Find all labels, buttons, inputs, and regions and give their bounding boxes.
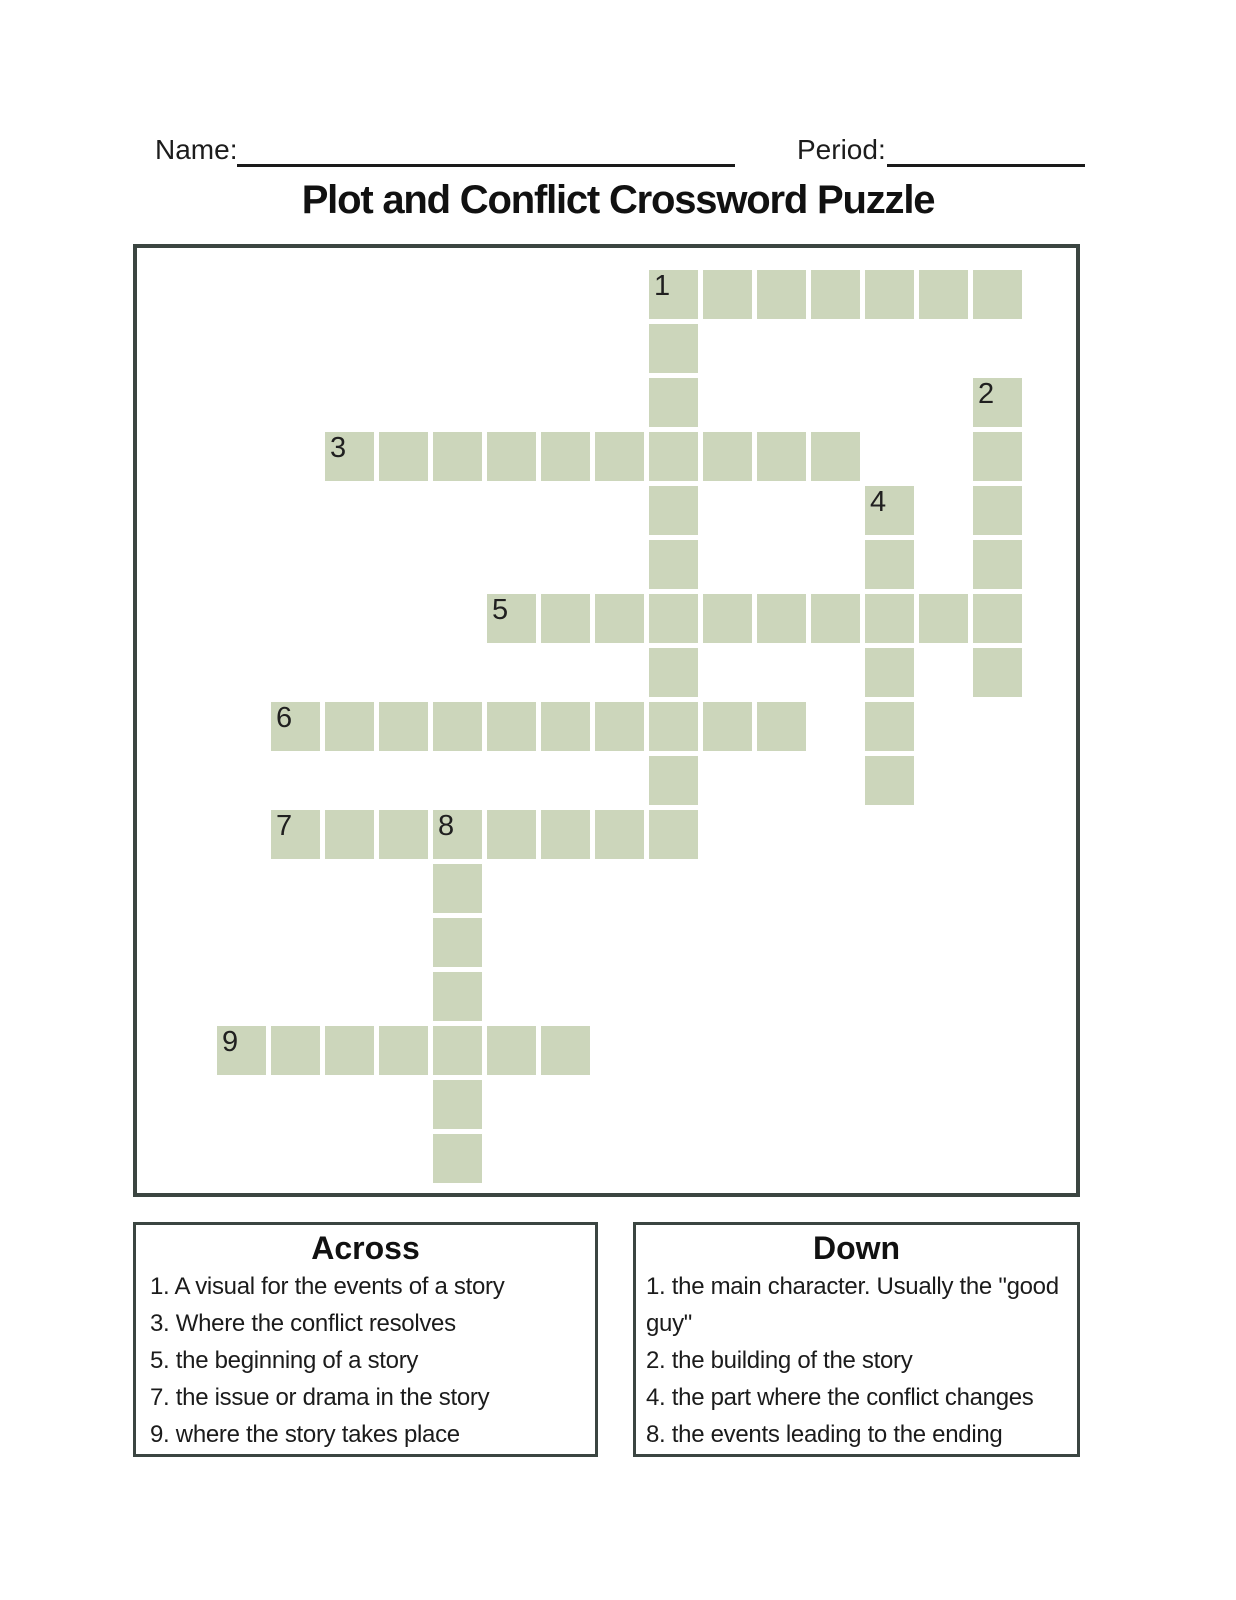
grid-cell[interactable] xyxy=(757,270,806,319)
grid-cell[interactable] xyxy=(919,270,968,319)
grid-cell[interactable] xyxy=(973,378,1022,427)
period-input-line[interactable] xyxy=(887,164,1085,167)
clue-item: 1. the main character. Usually the "good guy" xyxy=(646,1273,1059,1338)
grid-cell[interactable] xyxy=(865,756,914,805)
grid-cell[interactable] xyxy=(649,324,698,373)
grid-cell[interactable] xyxy=(865,486,914,535)
grid-cell[interactable] xyxy=(865,594,914,643)
grid-cell[interactable] xyxy=(433,1026,482,1075)
grid-cell[interactable] xyxy=(487,1026,536,1075)
down-clues xyxy=(636,1268,1077,1453)
clue-item: 2. the building of the story xyxy=(646,1347,913,1375)
cell-number: 5 xyxy=(492,594,509,626)
grid-cell[interactable] xyxy=(541,432,590,481)
grid-cell[interactable] xyxy=(271,1026,320,1075)
grid-cell[interactable] xyxy=(379,702,428,751)
grid-cell[interactable] xyxy=(433,432,482,481)
grid-cell[interactable] xyxy=(649,270,698,319)
down-title: Down xyxy=(812,1230,901,1266)
grid-cell[interactable] xyxy=(595,432,644,481)
grid-cell[interactable] xyxy=(649,540,698,589)
grid-cell[interactable] xyxy=(487,594,536,643)
cell-number: 3 xyxy=(330,432,347,464)
grid-cell[interactable] xyxy=(649,486,698,535)
grid-cell[interactable] xyxy=(541,810,590,859)
grid-cell[interactable] xyxy=(433,864,482,913)
cell-number: 6 xyxy=(276,702,293,734)
grid-cell[interactable] xyxy=(379,432,428,481)
grid-cell[interactable] xyxy=(865,540,914,589)
clue-item: 3. Where the conflict resolves xyxy=(150,1310,456,1338)
grid-cell[interactable] xyxy=(649,702,698,751)
grid-cell[interactable] xyxy=(973,594,1022,643)
grid-cell[interactable] xyxy=(325,432,374,481)
clue-item: 5. the beginning of a story xyxy=(150,1347,419,1375)
cell-number: 4 xyxy=(870,486,887,518)
clue-item: 9. where the story takes place xyxy=(150,1421,460,1449)
grid-cell[interactable] xyxy=(649,432,698,481)
grid-cell[interactable] xyxy=(973,486,1022,535)
grid-cell[interactable] xyxy=(379,1026,428,1075)
grid-cell[interactable] xyxy=(865,648,914,697)
down-clue-box xyxy=(633,1222,1080,1457)
grid-cell[interactable] xyxy=(541,594,590,643)
grid-cell[interactable] xyxy=(325,810,374,859)
clue-item: 1. A visual for the events of a story xyxy=(150,1273,505,1301)
grid-cell[interactable] xyxy=(487,810,536,859)
grid-cell[interactable] xyxy=(865,702,914,751)
grid-cell[interactable] xyxy=(919,594,968,643)
grid-cell[interactable] xyxy=(433,972,482,1021)
crossword-grid xyxy=(133,244,1080,1197)
clue-item: 7. the issue or drama in the story xyxy=(150,1384,490,1412)
grid-cell[interactable] xyxy=(379,810,428,859)
across-clues xyxy=(136,1268,595,1453)
grid-cell[interactable] xyxy=(865,270,914,319)
name-label: Name: xyxy=(155,134,238,165)
grid-cell[interactable] xyxy=(433,810,482,859)
grid-cell[interactable] xyxy=(811,270,860,319)
grid-cell[interactable] xyxy=(595,702,644,751)
grid-cell[interactable] xyxy=(487,702,536,751)
across-clue-box xyxy=(133,1222,598,1457)
grid-cell[interactable] xyxy=(541,702,590,751)
grid-cell[interactable] xyxy=(271,810,320,859)
period-label: Period: xyxy=(797,134,886,165)
page-title: Plot and Conflict Crossword Puzzle xyxy=(301,178,935,222)
grid-cell[interactable] xyxy=(757,432,806,481)
across-title: Across xyxy=(311,1230,420,1266)
grid-cell[interactable] xyxy=(703,270,752,319)
clue-item: 4. the part where the conflict changes xyxy=(646,1384,1034,1412)
cell-number: 9 xyxy=(222,1026,239,1058)
grid-cell[interactable] xyxy=(973,648,1022,697)
grid-cell[interactable] xyxy=(703,702,752,751)
grid-cell[interactable] xyxy=(487,432,536,481)
grid-cell[interactable] xyxy=(433,1134,482,1183)
cell-number: 8 xyxy=(438,810,455,842)
grid-cell[interactable] xyxy=(757,702,806,751)
grid-cell[interactable] xyxy=(217,1026,266,1075)
name-input-line[interactable] xyxy=(237,164,735,167)
grid-cell[interactable] xyxy=(973,540,1022,589)
grid-cell[interactable] xyxy=(325,1026,374,1075)
grid-cell[interactable] xyxy=(973,270,1022,319)
grid-cell[interactable] xyxy=(541,1026,590,1075)
cell-number: 1 xyxy=(654,270,671,302)
cell-number: 7 xyxy=(276,810,293,842)
grid-cell[interactable] xyxy=(649,594,698,643)
grid-cell[interactable] xyxy=(973,432,1022,481)
grid-cell[interactable] xyxy=(649,648,698,697)
grid-cell[interactable] xyxy=(703,594,752,643)
grid-cell[interactable] xyxy=(325,702,374,751)
clue-item: 8. the events leading to the ending xyxy=(646,1421,1003,1449)
grid-cell[interactable] xyxy=(649,810,698,859)
grid-cell[interactable] xyxy=(433,918,482,967)
grid-cell[interactable] xyxy=(649,756,698,805)
cell-number: 2 xyxy=(978,378,995,410)
grid-cell[interactable] xyxy=(271,702,320,751)
grid-cell[interactable] xyxy=(595,810,644,859)
grid-cell[interactable] xyxy=(757,594,806,643)
grid-cell[interactable] xyxy=(433,1080,482,1129)
grid-cell[interactable] xyxy=(433,702,482,751)
grid-cell[interactable] xyxy=(703,432,752,481)
grid-cell[interactable] xyxy=(595,594,644,643)
grid-cell[interactable] xyxy=(811,432,860,481)
grid-cell[interactable] xyxy=(811,594,860,643)
grid-cell[interactable] xyxy=(649,378,698,427)
